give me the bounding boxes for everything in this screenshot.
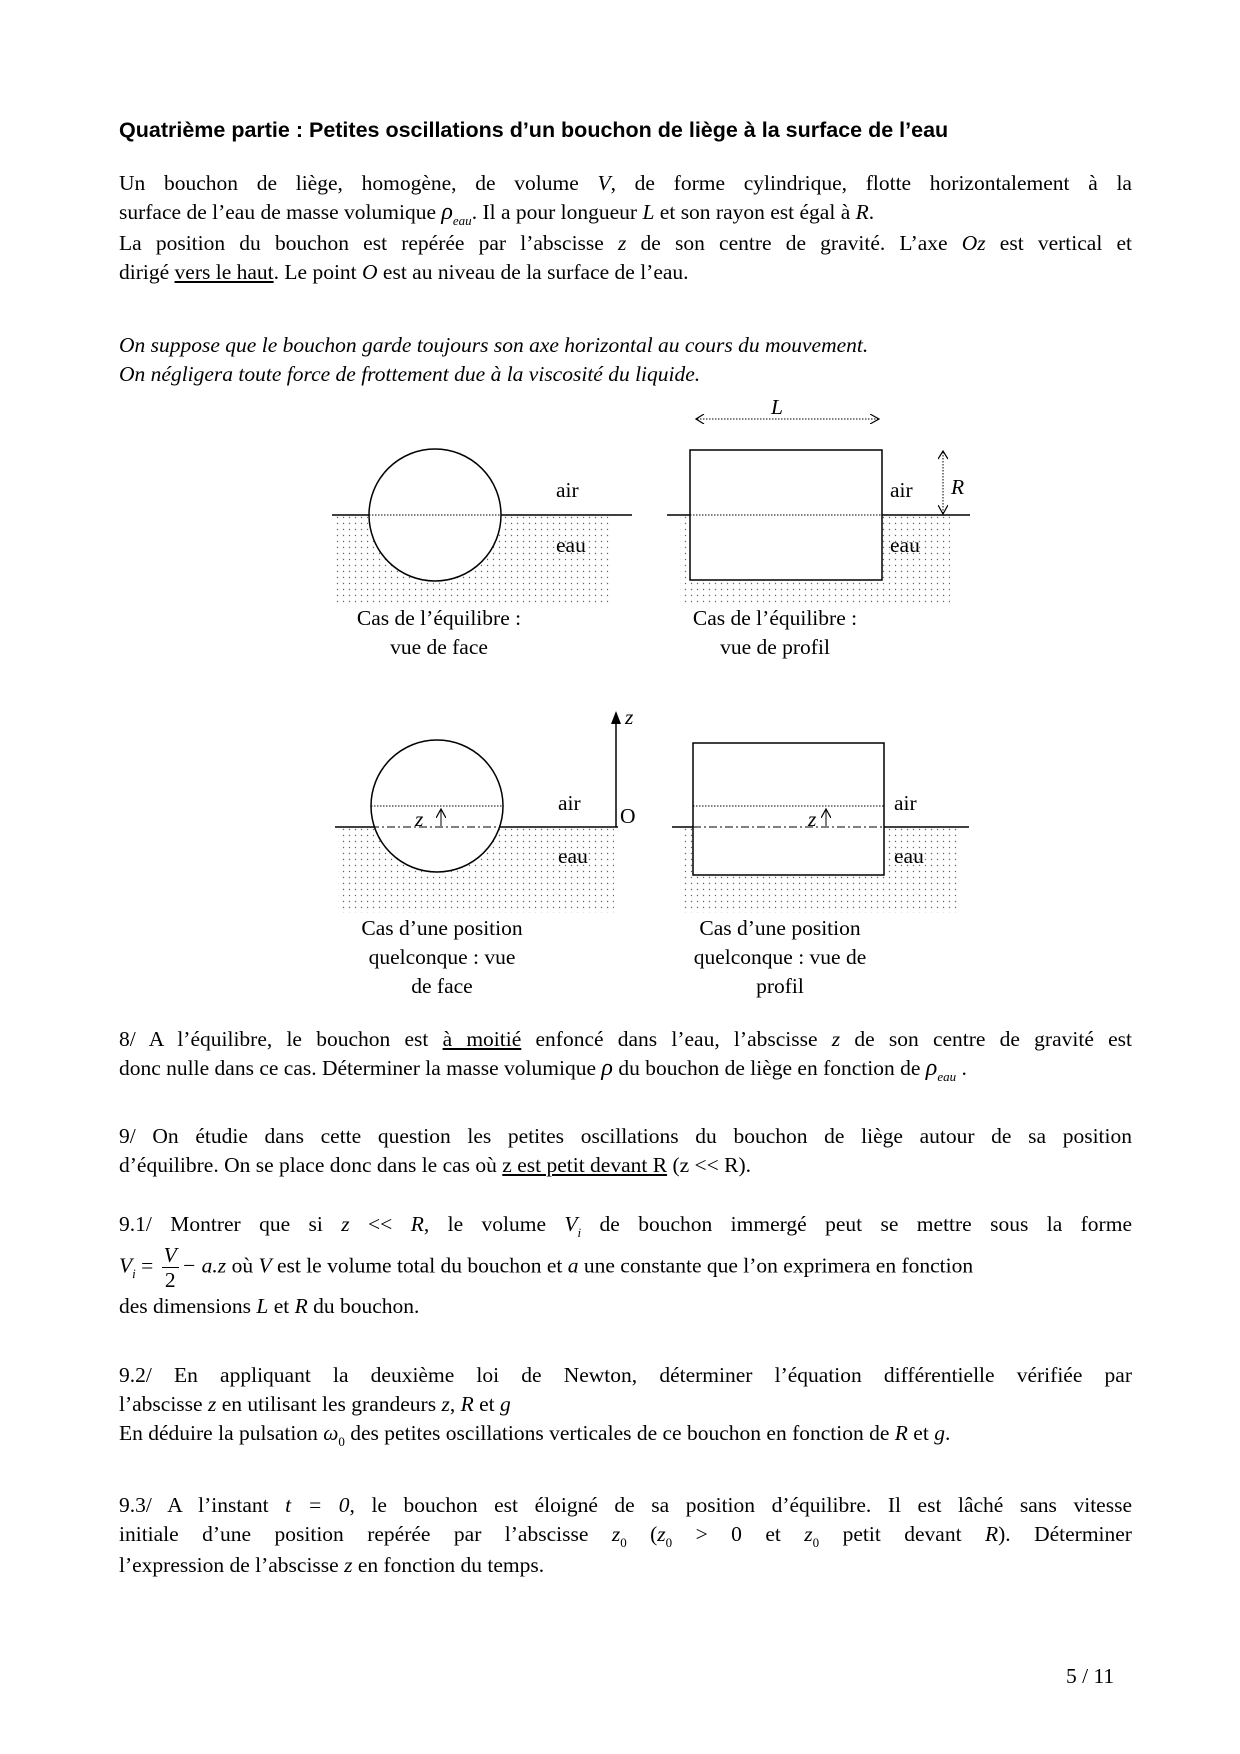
question-9-2: 9.2/ En appliquant la deuxième loi de Newton, déterminer l’équation différentielle vérifiée par l’abscisse z en utilisant les grandeurs z, R et g En déduire la pulsation $\omega_0$ des petites oscillations verticales de ce bouchon en fonction de R et g. [119, 1363, 1132, 1449]
caption-line: Cas d’une position [361, 916, 523, 940]
intro-paragraph: Un bouchon de liège, homogène, de volume V, de forme cylindrique, flotte horizontalement à la surface de l’eau de masse volumique $\rho_{eau}$. Il a pour longueur L et son rayon est égal à R. La position du bouchon est repérée par l’abscisse z de son centre de gravité. L’axe Oz est vertical et dirigé vers le haut. Le point O est au niveau de la surface de l’eau. [119, 171, 1132, 284]
z-label: z [808, 807, 817, 831]
caption-line: vue de profil [720, 635, 830, 659]
question-8: 8/ A l’équilibre, le bouchon est à moitié enfoncé dans l’eau, l’abscisse z de son centre de gravité est donc nulle dans ce cas. Déterminer la masse volumique ρ du bouchon de liège en fonction de $\rho_{eau}$ . [119, 1027, 1132, 1084]
section-title: Quatrième partie : Petites oscillations d’un bouchon de liège à la surface de l’eau [119, 118, 949, 142]
page-number: 5 / 11 [1066, 1664, 1115, 1688]
volume-formula: $V_i$ = $\frac{V}{2}$ − a.z où V est le volume total du bouchon et a une constante que l’on exprimera en fonction [119, 1243, 974, 1292]
z-axis-label: z [625, 705, 634, 729]
diagram-arbitrary-side [672, 743, 969, 913]
eau-label: eau [890, 533, 920, 557]
origin-label: O [620, 804, 636, 828]
assumption-line: On suppose que le bouchon garde toujours son axe horizontal au cours du mouvement. [119, 333, 869, 357]
eau-label: eau [894, 844, 924, 868]
caption-line: quelconque : vue [368, 945, 516, 969]
caption-line: vue de face [390, 635, 488, 659]
caption-line: Cas d’une position [699, 916, 861, 940]
air-label: air [894, 791, 917, 815]
eau-label: eau [558, 844, 588, 868]
air-label: air [558, 791, 581, 815]
air-label: air [890, 478, 913, 502]
caption-line: quelconque : vue de [693, 945, 867, 969]
air-label: air [556, 478, 579, 502]
diagram-equilibrium-side [667, 395, 970, 603]
diagram-arbitrary-front [335, 705, 636, 913]
caption-line: de face [411, 974, 473, 998]
question-9: 9/ On étudie dans cette question les petites oscillations du bouchon de liège autour de sa position d’équilibre. On se place donc dans le cas où z est petit devant R (z << R). [119, 1124, 1132, 1177]
caption-line: profil [756, 974, 804, 998]
eau-label: eau [556, 533, 586, 557]
diagram-equilibrium-front [332, 449, 632, 603]
z-label: z [415, 807, 424, 831]
assumption-line: On négligera toute force de frottement due à la viscosité du liquide. [119, 362, 701, 386]
length-label: L [771, 395, 783, 419]
z-axis-arrowhead [611, 711, 621, 724]
caption-line: Cas de l’équilibre : [356, 606, 522, 630]
caption-line: Cas de l’équilibre : [692, 606, 858, 630]
question-9-1: 9.1/ Montrer que si z << R, le volume $V_i$ de bouchon immergé peut se mettre sous la forme $V_i$ = $\frac{V}{2}$ − a.z où V est le volume total du bouchon et a une constante que l’on exprimera en fonction des dimensions L et R du bouchon. [119, 1212, 1132, 1318]
radius-label: R [951, 475, 965, 499]
question-9-3: 9.3/ A l’instant t = 0, le bouchon est éloigné de sa position d’équilibre. Il est lâché sans vitesse initiale d’une position repérée par l’abscisse $z_0$ ($z_0 > 0$ et $z_0$ petit devant R). Déterminer l’expression de l’abscisse z en fonction du temps. [119, 1493, 1133, 1577]
